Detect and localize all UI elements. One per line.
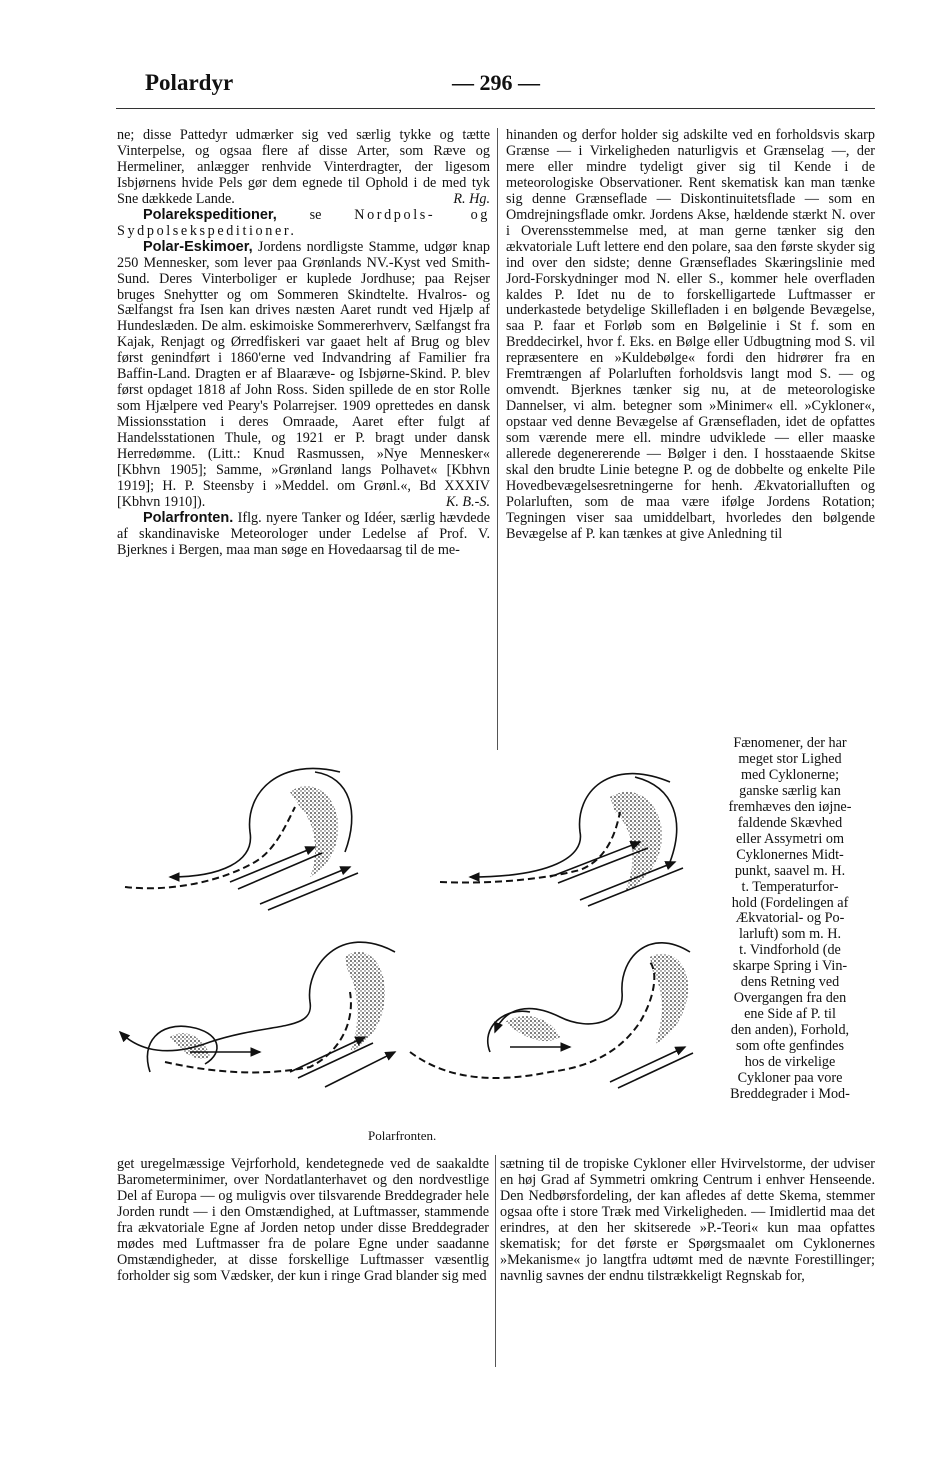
bottom-right-column	[500, 1157, 875, 1285]
cyclone-sketch-2	[440, 774, 683, 906]
side-line: t. Temperaturfor-	[741, 878, 839, 895]
signature-rhg: R. Hg.	[453, 190, 490, 207]
side-line: fremhæves den iøjne-	[728, 798, 852, 815]
side-line: hos de virkelige	[744, 1054, 836, 1071]
side-line: Ækvatorial- og Po-	[735, 910, 845, 927]
entry-heading: Polarfronten.	[143, 509, 234, 526]
paragraph-intro	[117, 128, 490, 208]
paragraph-bottom-left: get uregelmæssige Vejrforhold, kendetegnede ved de saakaldte Barometerminimer, over Nordatlanterhavet og den nordvestlige Del af Europa — og muligvis over tilsvarende Breddegrader hele Jorden rundt — i den Omstændighed, at Luftmasser, stammende fra ækvatoriale Egne af Jorden netop under disse Breddegrader mødes med Luftmasser fra de polare Egne under saadanne Omstændigheder, at disse forskellige Luftmasser væsentlig forholder sig som Vædsker, der kun i ringe Grad blander sig med	[117, 1156, 489, 1284]
column-rule	[497, 128, 498, 750]
cyclone-sketch-4	[410, 943, 693, 1088]
equatorial-air-arrow	[580, 862, 675, 900]
entry-text: se	[276, 206, 355, 223]
page-number: — 296 —	[452, 70, 540, 95]
left-column	[117, 128, 490, 559]
equatorial-air-arrow	[260, 867, 350, 904]
polar-front-diagram	[110, 752, 710, 1122]
cyclone-sketch-1	[125, 768, 358, 910]
entry-text: Iflg. nyere Tanker og Idéer, særlig hævdede af skandinaviske Meteorologer under Ledelse af Prof. V. Bjerknes i Bergen, maa man søge en Hovedaarsag til de me-	[117, 509, 490, 558]
polar-front-line	[165, 992, 351, 1072]
side-line: med Cyklonerne;	[740, 766, 840, 783]
right-column	[506, 128, 875, 543]
entry-polarekspeditioner	[117, 208, 490, 240]
side-line: t. Vindforhold (de	[739, 942, 841, 959]
side-line: Cyklonernes Midt-	[736, 846, 844, 863]
bottom-left-column	[117, 1157, 489, 1285]
running-head: Polardyr	[145, 70, 234, 95]
cold-sector-shading	[505, 1016, 560, 1041]
side-line: dens Retning ved	[740, 974, 840, 991]
entry-heading: Polar-Eskimoer,	[143, 238, 253, 255]
cross-reference: Nordpols- og Sydpolsekspeditioner.	[117, 206, 490, 239]
side-text	[704, 736, 876, 1103]
intro-text: ne; disse Pattedyr udmærker sig ved særlig tykke og tætte Vinterpelse, og ogsaa flere af disse Arter, som Ræve og Hermeliner, anlægger renhvide Vinterdragter, der ligesom Isbjørnens hvide Pels gør dem egnede til Ophold i de med tyk Sne dækkede Lande.	[117, 127, 490, 207]
side-line: Breddegrader i Mod-	[730, 1085, 850, 1102]
side-line: hold (Fordelingen af	[731, 894, 849, 911]
cyclone-sketch-3	[120, 942, 395, 1087]
side-line: punkt, saavel m. H.	[734, 862, 846, 879]
side-line: larluft) som m. H.	[738, 926, 842, 943]
side-line: Cykloner paa vore	[737, 1070, 843, 1087]
cold-sector-shading	[170, 1033, 210, 1059]
equatorial-air-arrow	[325, 1052, 395, 1087]
entry-heading: Polarekspeditioner,	[143, 206, 277, 223]
equatorial-air-arrow	[610, 1047, 685, 1082]
side-line: den anden), Forhold,	[730, 1022, 850, 1039]
equatorial-air-arrow	[268, 873, 358, 910]
paragraph-right: hinanden og derfor holder sig adskilte ved en forholdsvis skarp Grænse — i Virkeligheden naturligvis et Grænselag —, der mere eller mindre tydeligt giver sig til Kende i de meteorologiske Observationer. Rent skematisk kan man tænke sig denne Grænseflade — Diskontinuitetsflade — som en Omdrejningsflade omkr. Jordens Akse, hældende stærkt N. over i Overensstemmelse med, at man gerne tænker sig den ækvatoriale Luft lettere end den polare, saa den første skyder sig ind over den sidste; denne Grænseflades Skæringslinie med Jord-Forskydninger mod N. eller S., kommer hele overfladen kaldes P. Idet nu de to forskelligartede Luftmasser er underkastede betydelige Skillefladen i en bølgende Bevægelse, saa P. faar et Forløb som en Bølgelinie i St f. som en Breddecirkel, hvor f. Eks. en Bølge eller Udbugtning mod S. vil repræsentere en »Kuldebølge« fordi den hidrører fra en Fremtrængen af Polarluften forholdsvis langt mod S. — og omvendt. Bjerknes tænker sig nu, at de meteorologiske Dannelser, vi alm. betegner som »Minimer« ell. »Cykloner«, opstaar ved denne Bevægelse af Grænsefladen, idet de opfattes som værende mere ell. mindre udviklede — eller maaske allerede degenererende — Bølger i den. I hosstaaende Skitse skal den brudte Linie betegne P. og de dobbelte og enkelte Pile Hovedbevægelsesretningerne for henh. Ækvatorialluften og Polarluften, som de maa være ifølge Jordens Rotation; Tegningen viser saa umiddelbart, hvorledes den bølgende Bevægelse af P. kan tænkes at give Anledning til	[506, 127, 875, 542]
side-line: ganske særlig kan	[739, 782, 841, 799]
signature-kbs: K. B.-S.	[445, 493, 490, 510]
header-divider	[116, 108, 875, 109]
side-line: Fænomener, der har	[733, 735, 847, 751]
cold-sector-shading	[345, 952, 385, 1052]
equatorial-air-arrow	[290, 1037, 365, 1072]
cold-sector-shading	[650, 954, 688, 1044]
equatorial-air-arrow	[618, 1053, 693, 1088]
paragraph-bottom-right: sætning til de tropiske Cykloner eller Hvirvelstorme, der udviser en høj Grad af Symmetri omkring Centrum i enhver Henseende. Den Nedbørsfordeling, der kan afledes af dette Skema, stemmer ogsaa ofte i store Træk med Virkeligheden. — Imidlertid maa det erindres, at den her skitserede »P.-Teori« kun maa opfattes skematisk; for det første er Spørgsmaalet om Cyklonernes »Mekanisme« jo langtfra udtømt med de nævnte Forestillinger; navnlig savnes der endnu tilstrækkeligt Regnskab for,	[500, 1156, 875, 1284]
side-line: faldende Skævhed	[737, 814, 843, 831]
side-line: ene Side af P. til	[744, 1006, 836, 1023]
side-line: meget stor Lighed	[738, 750, 842, 767]
entry-polar-eskimoer	[117, 240, 490, 511]
side-line: skarpe Spring i Vin-	[732, 958, 848, 975]
equatorial-air-arrow	[550, 842, 640, 877]
side-line: Overgangen fra den	[733, 990, 847, 1007]
figure-caption: Polarfronten.	[368, 1128, 437, 1143]
entry-text: Jordens nordligste Stamme, udgør knap 250 Mennesker, som lever paa Grønlands NV.-Kyst ved Smith-Sund. Deres Vinterboliger er kuplede Jordhuse; paa Rejser bruges Snehytter og om Sommeren Skindtelte. Hvalros- og Sælfangst fra Isen kan drives næsten Aaret rundt ved Hjælp af Hundeslæden. De alm. eskimoiske Sommererhverv, Sælfangst fra Kajak, Renjagt og Ørredfiskeri var gaaet helt af Brug og blev først genindført i 1860'erne ved Indvandring af Familier fra Baffin-Land. Dragten er af Blaaræve- og Isbjørne-Skind. P. blev først opdaget 1818 af John Ross. Siden spillede de en stor Rolle som Hjælpere ved Peary's Polarrejser. 1909 oprettedes en dansk Missionsstation i deres Omraade, Aaret efter fulgt af Handelsstationen Thule, og 1921 er P. bragt under dansk Herredømme. (Litt.: Knud Rasmussen, »Nye Mennesker« [Kbhvn 1905]; Samme, »Grønland langs Polhavet« [Kbhvn 1919]; H. P. Steensby i »Meddel. om Grønl.«, Bd XXXIV [Kbhvn 1910]).	[117, 238, 491, 510]
column-rule	[495, 1155, 496, 1367]
equatorial-air-arrow	[230, 847, 315, 882]
side-line: som ofte genfindes	[736, 1038, 844, 1055]
entry-polarfronten	[117, 511, 490, 559]
side-line: eller Assymetri om	[736, 830, 844, 847]
